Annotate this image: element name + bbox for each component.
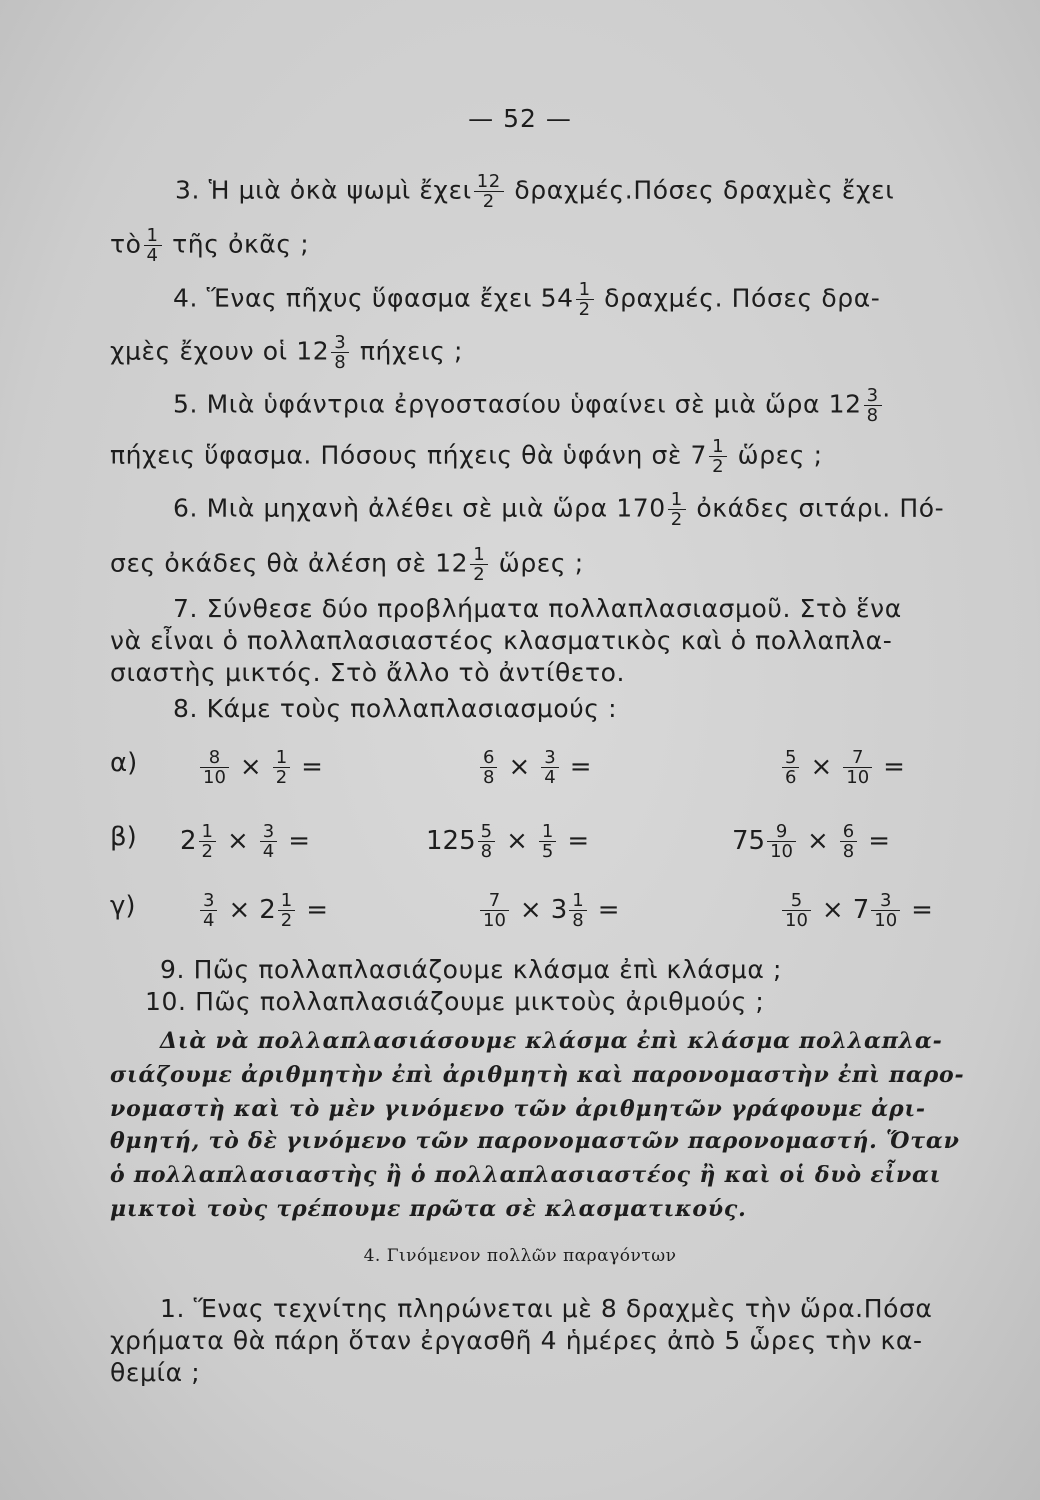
row-a-label: α): [110, 748, 138, 778]
problem-7-line-1: 7. Σύνθεσε δύο προβλήματα πολλαπλασιασμοῦ. Στὸ ἕνα: [173, 594, 902, 623]
fraction: $\frac{1}{2}$: [576, 280, 594, 319]
problem-8-heading: 8. Κάμε τοὺς πολλαπλασιασμούς :: [173, 694, 618, 723]
problem-5-line-2: πήχεις ὕφασμα. Πόσους πήχεις θὰ ὑφάνη σὲ 7 $\frac{1}{2}$ ὥρες ;: [110, 436, 823, 477]
problem-6-line-1: 6. Μιὰ μηχανὴ ἀλέθει σὲ μιὰ ὥρα 170 $\frac{1}{2}$ ὀκάδες σιτάρι. Πό-: [173, 489, 945, 530]
exercise-b2: 125 $\frac{5}{8}$ × $\frac{1}{5}$ =: [426, 821, 590, 862]
problem-3-line-2: τὸ $\frac{1}{4}$ τῆς ὀκᾶς ;: [110, 225, 310, 266]
rule-line-4: θμητή, τὸ δὲ γινόμενο τῶν παρονομαστῶν παρονομαστή. Ὅταν: [110, 1128, 960, 1154]
exercise-c1: $\frac{3}{4}$ × 2 $\frac{1}{2}$ =: [198, 891, 337, 930]
rule-line-1: Διὰ νὰ πολλαπλασιάσουμε κλάσμα ἐπὶ κλάσμα πολλαπλα-: [160, 1028, 943, 1054]
exercise-a1: $\frac{8}{10}$ × $\frac{1}{2}$ =: [198, 748, 332, 787]
fraction: $\frac{3}{8}$: [331, 333, 349, 372]
problem-7-line-2: νὰ εἶναι ὁ πολλαπλασιαστέος κλασματικὸς καὶ ὁ πολλαπλα-: [110, 626, 893, 655]
fraction: $\frac{1}{2}$: [470, 545, 488, 584]
fraction: $\frac{3}{8}$: [864, 386, 882, 425]
problem-7-line-3: σιαστὴς μικτός. Στὸ ἄλλο τὸ ἀντίθετο.: [110, 658, 626, 687]
exercise-b1: 2 $\frac{1}{2}$ × $\frac{3}{4}$ =: [180, 821, 311, 862]
question-10: 10. Πῶς πολλαπλασιάζουμε μικτοὺς ἀριθμούς ;: [145, 987, 765, 1016]
fraction: $\frac{12}{2}$: [474, 172, 504, 211]
question-9: 9. Πῶς πολλαπλασιάζουμε κλάσμα ἐπὶ κλάσμα ;: [160, 955, 782, 984]
row-c-label: γ): [110, 891, 136, 921]
problem-3-line-1: 3. Ἡ μιὰ ὀκὰ ψωμὶ ἔχει $\frac{12}{2}$ δραχμές.Πόσες δραχμὲς ἔχει: [175, 171, 895, 212]
exercise-c3: $\frac{5}{10}$ × 7 $\frac{3}{10}$ =: [780, 891, 942, 930]
rule-line-2: σιάζουμε ἀριθμητὴν ἐπὶ ἀριθμητὴ καὶ παρονομαστὴν ἐπὶ παρο-: [110, 1062, 965, 1088]
exercise-a2: $\frac{6}{8}$ × $\frac{3}{4}$ =: [478, 748, 601, 787]
rule-line-5: ὁ πολλαπλασιαστὴς ἢ ὁ πολλαπλασιαστέος ἢ καὶ οἱ δυὸ εἶναι: [110, 1162, 942, 1188]
page-number: — 52 —: [468, 104, 572, 133]
problem-5-line-1: 5. Μιὰ ὑφάντρια ἐργοστασίου ὑφαίνει σὲ μιὰ ὥρα 12 $\frac{3}{8}$: [173, 386, 884, 425]
exercise-a3: $\frac{5}{6}$ × $\frac{7}{10}$ =: [780, 748, 914, 787]
problem-4-line-1: 4. Ἕνας πῆχυς ὕφασμα ἔχει 54 $\frac{1}{2}$ δραχμές. Πόσες δρα-: [173, 279, 881, 320]
section-problem-1-line-3: θεμία ;: [110, 1358, 201, 1387]
problem-4-line-2: χμὲς ἔχουν οἱ 12 $\frac{3}{8}$ πήχεις ;: [110, 332, 463, 373]
section-problem-1-line-2: χρήματα θὰ πάρη ὅταν ἐργασθῆ 4 ἡμέρες ἀπὸ 5 ὧρες τὴν κα-: [110, 1326, 923, 1355]
section-problem-1-line-1: 1. Ἕνας τεχνίτης πληρώνεται μὲ 8 δραχμὲς τὴν ὥρα.Πόσα: [160, 1294, 933, 1323]
row-b-label: β): [110, 822, 137, 852]
fraction: $\frac{1}{2}$: [668, 490, 686, 529]
fraction: $\frac{1}{2}$: [709, 437, 727, 476]
rule-line-6: μικτοὶ τοὺς τρέπουμε πρῶτα σὲ κλασματικούς.: [110, 1196, 747, 1222]
problem-6-line-2: σες ὀκάδες θὰ ἀλέση σὲ 12 $\frac{1}{2}$ ὥρες ;: [110, 544, 584, 585]
fraction: $\frac{1}{4}$: [144, 226, 162, 265]
rule-line-3: νομαστὴ καὶ τὸ μὲν γινόμενο τῶν ἀριθμητῶν γράφουμε ἀρι-: [110, 1096, 926, 1122]
section-title: 4. Γινόμενον πολλῶν παραγόντων: [363, 1246, 677, 1266]
exercise-b3: 75 $\frac{9}{10}$ × $\frac{6}{8}$ =: [732, 821, 891, 862]
exercise-c2: $\frac{7}{10}$ × 3 $\frac{1}{8}$ =: [478, 891, 629, 930]
